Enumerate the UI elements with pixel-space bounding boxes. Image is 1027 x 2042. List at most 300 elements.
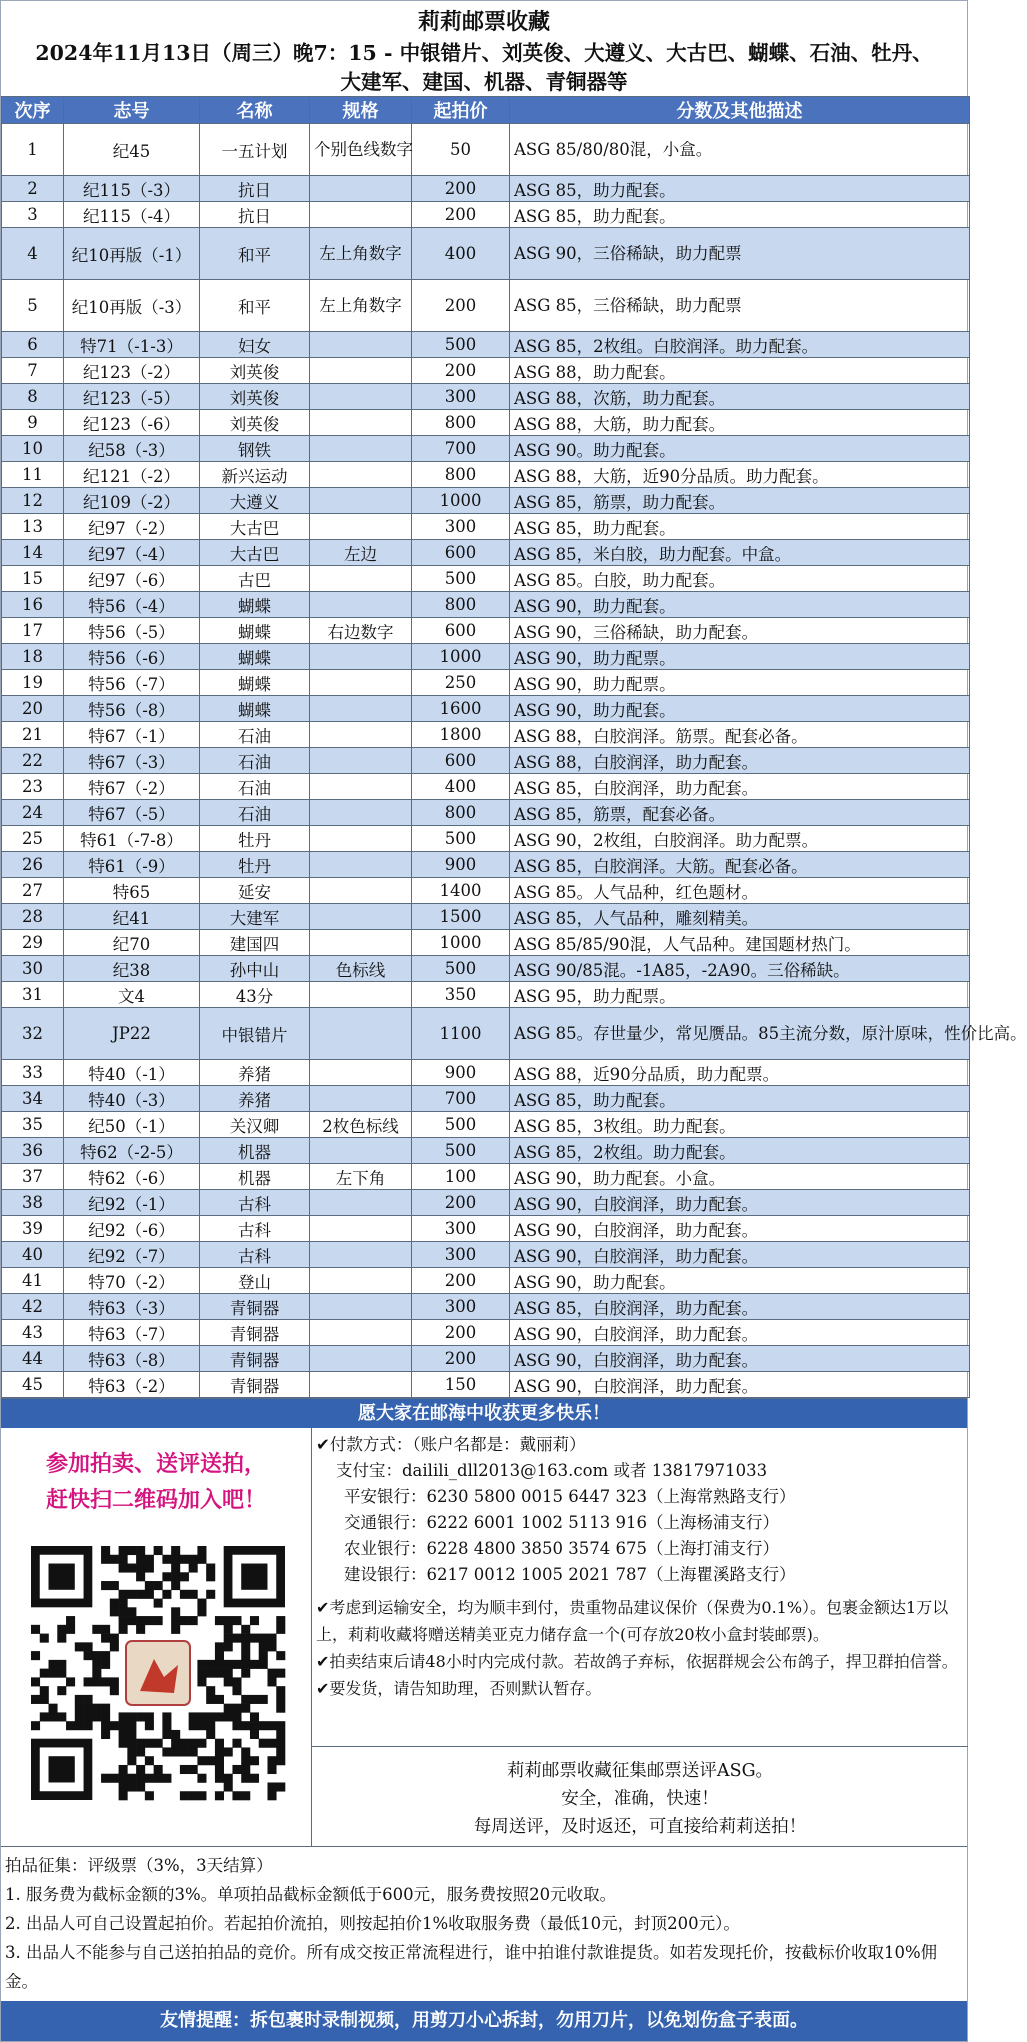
cell-order: 18: [2, 644, 64, 670]
cell-order: 38: [2, 1190, 64, 1216]
cell-price: 100: [412, 1164, 510, 1190]
cell-desc: ASG 85，2枚组。白胶润泽。助力配套。: [510, 332, 970, 358]
cell-code: 特63（-8）: [64, 1346, 200, 1372]
cell-order: 23: [2, 774, 64, 800]
cell-desc: ASG 85，白胶润泽，助力配套。: [510, 1294, 970, 1320]
cell-code: 特62（-6）: [64, 1164, 200, 1190]
cell-code: 纪115（-4）: [64, 202, 200, 228]
table-row: [2, 462, 970, 488]
col-header-desc: 分数及其他描述: [510, 97, 970, 124]
cell-name: 机器: [200, 1138, 310, 1164]
payment-info: [312, 1428, 968, 1588]
table-row: [2, 280, 970, 332]
cell-code: 特63（-7）: [64, 1320, 200, 1346]
cell-desc: ASG 90，白胶润泽，助力配套。: [510, 1190, 970, 1216]
cell-name: 蝴蝶: [200, 618, 310, 644]
auction-table: [1, 96, 1027, 1398]
table-row: [2, 358, 970, 384]
asg-line2: 安全，准确，快速！: [561, 1789, 719, 1809]
cell-price: 500: [412, 566, 510, 592]
check-icon: ✔: [316, 1598, 330, 1617]
cell-order: 42: [2, 1294, 64, 1320]
cell-price: 150: [412, 1372, 510, 1398]
cell-name: 和平: [200, 228, 310, 280]
cell-price: 700: [412, 1086, 510, 1112]
cell-spec: [310, 1086, 412, 1112]
cell-spec: [310, 566, 412, 592]
cell-price: 1000: [412, 644, 510, 670]
wish-banner: 愿大家在邮海中收获更多快乐！: [1, 1398, 967, 1428]
cell-price: 200: [412, 202, 510, 228]
cell-code: 特70（-2）: [64, 1268, 200, 1294]
asg-service-box: [312, 1746, 968, 1846]
cell-order: 44: [2, 1346, 64, 1372]
bank-account-nongye: 农业银行：6228 4800 3850 3574 675（上海打浦支行）: [344, 1539, 779, 1558]
cell-code: 纪70: [64, 930, 200, 956]
cell-price: 1000: [412, 488, 510, 514]
cell-spec: [310, 514, 412, 540]
cell-name: 中银错片: [200, 1008, 310, 1060]
asg-line3: 每周送评，及时返还，可直接给莉莉送拍！: [473, 1817, 807, 1837]
cell-desc: ASG 85。白胶，助力配套。: [510, 566, 970, 592]
cell-spec: [310, 1372, 412, 1398]
cell-price: 200: [412, 1320, 510, 1346]
table-row: [2, 1164, 970, 1190]
table-row: [2, 618, 970, 644]
cell-order: 5: [2, 280, 64, 332]
cell-name: 牡丹: [200, 826, 310, 852]
check-icon: ✔: [316, 1435, 330, 1454]
cell-order: 41: [2, 1268, 64, 1294]
cell-order: 27: [2, 878, 64, 904]
cell-order: 30: [2, 956, 64, 982]
table-row: [2, 670, 970, 696]
cell-order: 1: [2, 124, 64, 176]
cell-code: 纪92（-6）: [64, 1216, 200, 1242]
cell-desc: ASG 85，助力配套。: [510, 514, 970, 540]
cell-order: 3: [2, 202, 64, 228]
cell-price: 800: [412, 592, 510, 618]
qr-code[interactable]: [31, 1546, 285, 1800]
table-row: [2, 1008, 970, 1060]
cell-order: 11: [2, 462, 64, 488]
cell-order: 43: [2, 1320, 64, 1346]
cell-desc: ASG 90，三俗稀缺，助力配票: [510, 228, 970, 280]
table-row: [2, 1112, 970, 1138]
table-row: [2, 800, 970, 826]
note-delivery: 要发货，请告知助理，否则默认暂存。: [329, 1679, 602, 1698]
qr-code-image: [31, 1546, 285, 1800]
cell-price: 300: [412, 1294, 510, 1320]
cell-desc: ASG 85，筋票，助力配套。: [510, 488, 970, 514]
cell-order: 7: [2, 358, 64, 384]
col-header-price: 起拍价: [412, 97, 510, 124]
table-row: [2, 540, 970, 566]
cell-spec: [310, 722, 412, 748]
table-row: [2, 644, 970, 670]
cell-price: 500: [412, 332, 510, 358]
cell-order: 28: [2, 904, 64, 930]
rule-2: 2. 出品人可自己设置起拍价。若起拍价流拍，则按起拍价1%收取服务费（最低10元，封顶200元）。: [5, 1914, 740, 1933]
cell-order: 8: [2, 384, 64, 410]
cell-name: 石油: [200, 800, 310, 826]
table-row: [2, 488, 970, 514]
cell-price: 200: [412, 1190, 510, 1216]
info-section: [1, 1428, 967, 1847]
cell-code: 纪97（-2）: [64, 514, 200, 540]
note-payment-deadline: 拍卖结束后请48小时内完成付款。若故鸽子弃标，依据群规会公布鸽子，捍卫群拍信誉。: [329, 1652, 958, 1671]
cell-order: 12: [2, 488, 64, 514]
cell-spec: [310, 436, 412, 462]
cell-order: 10: [2, 436, 64, 462]
cell-order: 19: [2, 670, 64, 696]
cell-code: 纪97（-6）: [64, 566, 200, 592]
consignment-rules: [1, 1847, 967, 1991]
table-row: [2, 982, 970, 1008]
cell-code: 特61（-9）: [64, 852, 200, 878]
cell-price: 1600: [412, 696, 510, 722]
cell-desc: ASG 90。助力配套。: [510, 436, 970, 462]
cell-price: 200: [412, 176, 510, 202]
cell-code: 纪97（-4）: [64, 540, 200, 566]
cell-spec: [310, 176, 412, 202]
cell-price: 500: [412, 826, 510, 852]
cell-desc: ASG 85。存世量少，常见赝品。85主流分数，原汁原味，性价比高。: [510, 1008, 970, 1060]
cell-spec: [310, 462, 412, 488]
cell-code: 特67（-3）: [64, 748, 200, 774]
cell-desc: ASG 90，白胶润泽，助力配套。: [510, 1372, 970, 1398]
cell-spec: [310, 904, 412, 930]
cell-spec: [310, 826, 412, 852]
cell-price: 300: [412, 1216, 510, 1242]
cell-order: 36: [2, 1138, 64, 1164]
promo-line1: 参加拍卖、送评送拍，: [45, 1451, 266, 1477]
cell-order: 9: [2, 410, 64, 436]
cell-desc: ASG 88，次筋，助力配套。: [510, 384, 970, 410]
cell-name: 石油: [200, 774, 310, 800]
table-row: [2, 1268, 970, 1294]
cell-name: 大古巴: [200, 540, 310, 566]
cell-price: 800: [412, 800, 510, 826]
cell-name: 青铜器: [200, 1372, 310, 1398]
cell-code: 纪115（-3）: [64, 176, 200, 202]
check-icon: ✔: [316, 1679, 330, 1698]
cell-order: 4: [2, 228, 64, 280]
cell-name: 刘英俊: [200, 410, 310, 436]
cell-name: 大遵义: [200, 488, 310, 514]
promo-panel: [1, 1428, 312, 1846]
cell-spec: [310, 1008, 412, 1060]
cell-order: 17: [2, 618, 64, 644]
cell-name: 蝴蝶: [200, 592, 310, 618]
cell-desc: ASG 90/85混。-1A85，-2A90。三俗稀缺。: [510, 956, 970, 982]
col-header-spec: 规格: [310, 97, 412, 124]
cell-code: 纪58（-3）: [64, 436, 200, 462]
cell-name: 刘英俊: [200, 384, 310, 410]
cell-spec: 2枚色标线: [310, 1112, 412, 1138]
table-row: [2, 1216, 970, 1242]
cell-code: 特65: [64, 878, 200, 904]
cell-spec: 左上角数字: [310, 228, 412, 280]
cell-code: 纪10再版（-1）: [64, 228, 200, 280]
rule-1: 1. 服务费为截标金额的3%。单项拍品截标金额低于600元，服务费按照20元收取。: [5, 1885, 617, 1904]
cell-spec: [310, 1346, 412, 1372]
cell-code: 特40（-1）: [64, 1060, 200, 1086]
cell-desc: ASG 88，近90分品质，助力配票。: [510, 1060, 970, 1086]
cell-desc: ASG 88，大筋，近90分品质。助力配套。: [510, 462, 970, 488]
cell-name: 延安: [200, 878, 310, 904]
table-row: [2, 1346, 970, 1372]
col-header-code: 志号: [64, 97, 200, 124]
col-header-name: 名称: [200, 97, 310, 124]
cell-code: 纪123（-2）: [64, 358, 200, 384]
cell-spec: [310, 1216, 412, 1242]
cell-desc: ASG 90，白胶润泽，助力配套。: [510, 1346, 970, 1372]
cell-order: 6: [2, 332, 64, 358]
table-row: [2, 514, 970, 540]
cell-name: 古科: [200, 1190, 310, 1216]
cell-order: 37: [2, 1164, 64, 1190]
cell-price: 300: [412, 514, 510, 540]
cell-price: 800: [412, 462, 510, 488]
table-row: [2, 124, 970, 176]
cell-code: 纪41: [64, 904, 200, 930]
page-title: 莉莉邮票收藏: [417, 9, 550, 35]
cell-desc: ASG 90，助力配票。: [510, 670, 970, 696]
cell-spec: [310, 488, 412, 514]
cell-spec: [310, 1268, 412, 1294]
cell-name: 登山: [200, 1268, 310, 1294]
payment-panel: [312, 1428, 968, 1846]
cell-order: 45: [2, 1372, 64, 1398]
cell-spec: 右边数字: [310, 618, 412, 644]
cell-desc: ASG 88，白胶润泽，助力配套。: [510, 748, 970, 774]
cell-desc: ASG 88，大筋，助力配套。: [510, 410, 970, 436]
cell-code: 纪123（-6）: [64, 410, 200, 436]
cell-name: 一五计划: [200, 124, 310, 176]
table-row: [2, 852, 970, 878]
cell-order: 20: [2, 696, 64, 722]
cell-code: 纪45: [64, 124, 200, 176]
cell-price: 50: [412, 124, 510, 176]
cell-spec: [310, 358, 412, 384]
cell-price: 1000: [412, 930, 510, 956]
cell-desc: ASG 90，2枚组，白胶润泽。助力配票。: [510, 826, 970, 852]
cell-price: 900: [412, 852, 510, 878]
check-icon: ✔: [316, 1652, 330, 1671]
cell-spec: [310, 1294, 412, 1320]
cell-desc: ASG 85，2枚组。助力配套。: [510, 1138, 970, 1164]
rules-heading: 拍品征集：评级票（3%，3天结算）: [5, 1856, 273, 1875]
cell-code: 特63（-3）: [64, 1294, 200, 1320]
cell-price: 900: [412, 1060, 510, 1086]
table-row: [2, 748, 970, 774]
cell-desc: ASG 85，人气品种，雕刻精美。: [510, 904, 970, 930]
cell-price: 600: [412, 540, 510, 566]
cell-price: 500: [412, 1112, 510, 1138]
table-row: [2, 1190, 970, 1216]
cell-name: 钢铁: [200, 436, 310, 462]
cell-price: 1500: [412, 904, 510, 930]
cell-code: 纪92（-1）: [64, 1190, 200, 1216]
cell-spec: [310, 696, 412, 722]
reminder-banner: 友情提醒：拆包裹时录制视频，用剪刀小心拆封，勿用刀片，以免划伤盒子表面。: [1, 2001, 967, 2041]
auction-subtitle-line1: 2024年11月13日（周三）晚7：15 - 中银错片、刘英俊、大遵义、大古巴、蝴蝶、石油、牡丹、: [35, 41, 933, 65]
cell-order: 35: [2, 1112, 64, 1138]
cell-spec: [310, 644, 412, 670]
cell-code: 特61（-7-8）: [64, 826, 200, 852]
cell-price: 700: [412, 436, 510, 462]
cell-spec: [310, 384, 412, 410]
table-row: [2, 1294, 970, 1320]
cell-order: 26: [2, 852, 64, 878]
cell-name: 石油: [200, 722, 310, 748]
table-row: [2, 592, 970, 618]
table-row: [2, 930, 970, 956]
cell-price: 500: [412, 1138, 510, 1164]
cell-name: 蝴蝶: [200, 644, 310, 670]
cell-order: 13: [2, 514, 64, 540]
cell-code: 特56（-5）: [64, 618, 200, 644]
cell-desc: ASG 85。人气品种，红色题材。: [510, 878, 970, 904]
table-row: [2, 826, 970, 852]
cell-order: 40: [2, 1242, 64, 1268]
cell-code: 特62（-2-5）: [64, 1138, 200, 1164]
table-body: [2, 124, 1027, 1398]
payment-heading: 付款方式：（账户名都是：戴丽莉）: [329, 1435, 586, 1454]
cell-name: 关汉卿: [200, 1112, 310, 1138]
cell-spec: [310, 1060, 412, 1086]
cell-name: 青铜器: [200, 1346, 310, 1372]
cell-name: 古科: [200, 1216, 310, 1242]
table-row: [2, 1242, 970, 1268]
cell-name: 蝴蝶: [200, 696, 310, 722]
rule-3: 3. 出品人不能参与自己送拍拍品的竞价。所有成交按正常流程进行，谁中拍谁付款谁提货。如若发现托价，按截标价收取10%佣金。: [5, 1943, 938, 1991]
alipay-account: 支付宝：dailili_dll2013@163.com 或者 13817971033: [336, 1461, 768, 1480]
cell-desc: ASG 90，助力配套。小盒。: [510, 1164, 970, 1190]
cell-code: 纪109（-2）: [64, 488, 200, 514]
cell-name: 妇女: [200, 332, 310, 358]
table-row: [2, 410, 970, 436]
cell-spec: [310, 774, 412, 800]
cell-desc: ASG 85/80/80混，小盒。: [510, 124, 970, 176]
promo-text: [1, 1446, 311, 1518]
cell-order: 24: [2, 800, 64, 826]
cell-name: 大古巴: [200, 514, 310, 540]
cell-code: 文4: [64, 982, 200, 1008]
cell-name: 古科: [200, 1242, 310, 1268]
cell-code: 特40（-3）: [64, 1086, 200, 1112]
cell-spec: 左下角: [310, 1164, 412, 1190]
table-row: [2, 1060, 970, 1086]
cell-code: 特71（-1-3）: [64, 332, 200, 358]
table-row: [2, 332, 970, 358]
cell-spec: [310, 852, 412, 878]
cell-desc: ASG 88，白胶润泽。筋票。配套必备。: [510, 722, 970, 748]
cell-order: 34: [2, 1086, 64, 1112]
cell-order: 22: [2, 748, 64, 774]
table-row: [2, 566, 970, 592]
cell-name: 抗日: [200, 176, 310, 202]
cell-desc: ASG 90，助力配套。: [510, 1268, 970, 1294]
table-row: [2, 878, 970, 904]
cell-price: 300: [412, 384, 510, 410]
cell-order: 39: [2, 1216, 64, 1242]
cell-order: 29: [2, 930, 64, 956]
cell-desc: ASG 88，助力配套。: [510, 358, 970, 384]
cell-order: 31: [2, 982, 64, 1008]
cell-name: 43分: [200, 982, 310, 1008]
cell-price: 600: [412, 748, 510, 774]
table-row: [2, 176, 970, 202]
cell-desc: ASG 85，助力配套。: [510, 176, 970, 202]
cell-price: 300: [412, 1242, 510, 1268]
cell-name: 青铜器: [200, 1294, 310, 1320]
cell-order: 25: [2, 826, 64, 852]
table-row: [2, 696, 970, 722]
cell-price: 1100: [412, 1008, 510, 1060]
cell-price: 250: [412, 670, 510, 696]
cell-code: 特67（-5）: [64, 800, 200, 826]
cell-name: 刘英俊: [200, 358, 310, 384]
cell-desc: ASG 85，助力配套。: [510, 1086, 970, 1112]
cell-code: 特56（-8）: [64, 696, 200, 722]
cell-desc: ASG 85，白胶润泽。大筋。配套必备。: [510, 852, 970, 878]
cell-price: 500: [412, 956, 510, 982]
table-row: [2, 228, 970, 280]
shipping-notes: [312, 1588, 968, 1702]
cell-price: 600: [412, 618, 510, 644]
cell-order: 16: [2, 592, 64, 618]
cell-spec: [310, 800, 412, 826]
note-shipping: 考虑到运输安全，均为顺丰到付，贵重物品建议保价（保费为0.1%）。包裹金额达1万以上，莉莉收藏将赠送精美亚克力储存盒一个(可存放20枚小盒封装邮票)。: [316, 1598, 949, 1644]
cell-order: 21: [2, 722, 64, 748]
cell-code: 纪50（-1）: [64, 1112, 200, 1138]
cell-desc: ASG 90，白胶润泽，助力配套。: [510, 1320, 970, 1346]
cell-code: JP22: [64, 1008, 200, 1060]
cell-price: 800: [412, 410, 510, 436]
cell-price: 200: [412, 358, 510, 384]
cell-code: 特56（-6）: [64, 644, 200, 670]
cell-code: 纪38: [64, 956, 200, 982]
cell-spec: [310, 1242, 412, 1268]
cell-price: 200: [412, 1268, 510, 1294]
cell-spec: [310, 410, 412, 436]
table-row: [2, 1086, 970, 1112]
cell-spec: [310, 670, 412, 696]
cell-name: 石油: [200, 748, 310, 774]
asg-line1: 莉莉邮票收藏征集邮票送评ASG。: [506, 1761, 774, 1781]
cell-order: 14: [2, 540, 64, 566]
cell-spec: 个别色线数字: [310, 124, 412, 176]
table-header-row: [2, 97, 970, 124]
cell-code: 纪92（-7）: [64, 1242, 200, 1268]
table-row: [2, 774, 970, 800]
cell-spec: [310, 1138, 412, 1164]
cell-name: 建国四: [200, 930, 310, 956]
cell-desc: ASG 85，三俗稀缺，助力配票: [510, 280, 970, 332]
cell-name: 养猪: [200, 1060, 310, 1086]
cell-order: 2: [2, 176, 64, 202]
cell-desc: ASG 90，助力配票。: [510, 644, 970, 670]
cell-spec: [310, 592, 412, 618]
table-row: [2, 384, 970, 410]
cell-spec: 左边: [310, 540, 412, 566]
table-row: [2, 722, 970, 748]
cell-spec: [310, 202, 412, 228]
cell-spec: [310, 930, 412, 956]
cell-spec: [310, 1190, 412, 1216]
